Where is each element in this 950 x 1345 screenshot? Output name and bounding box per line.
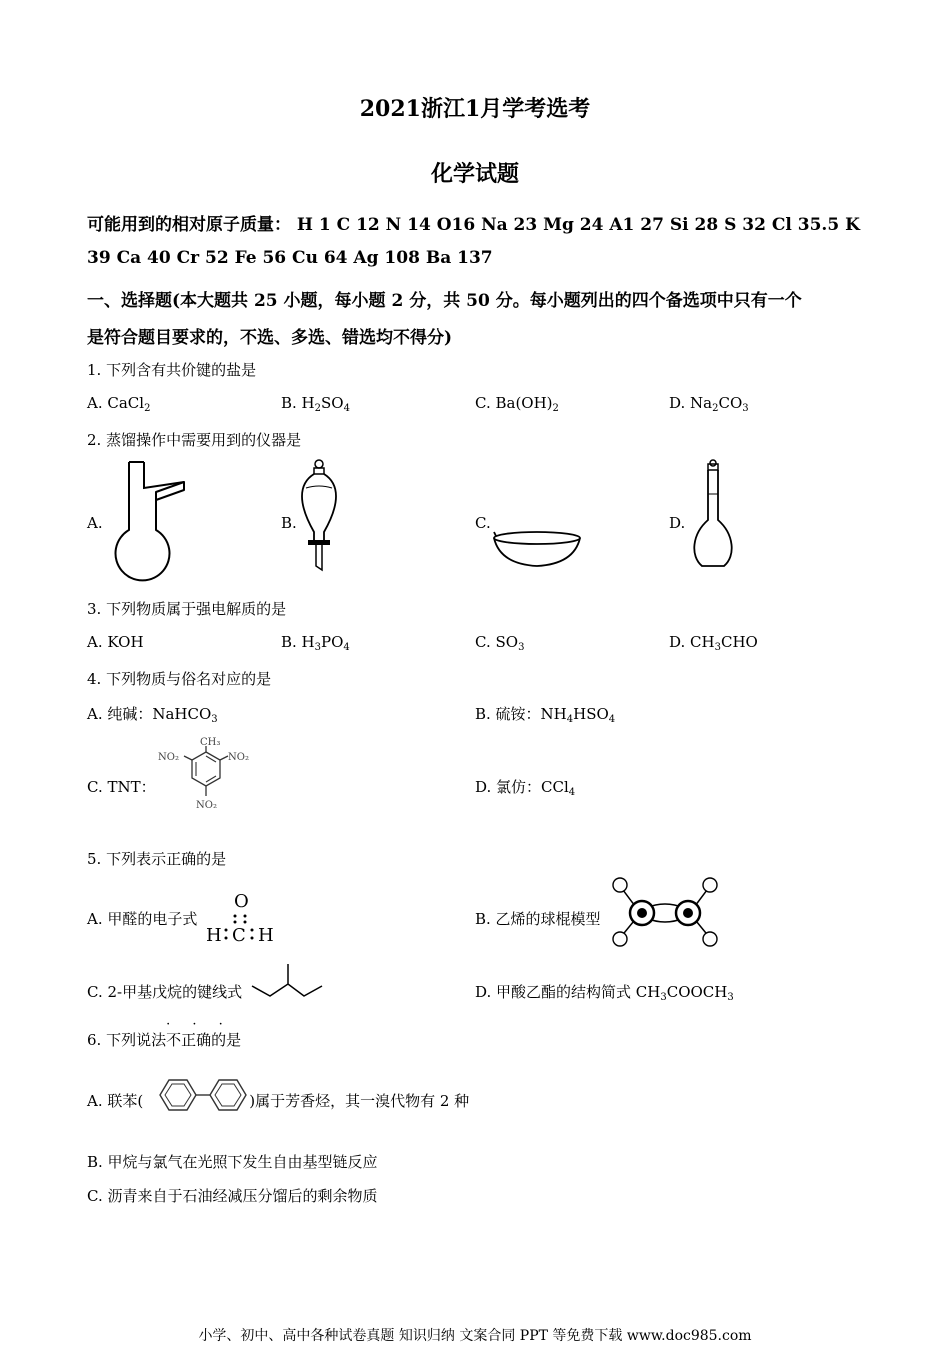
separatory-funnel-icon [294,458,344,570]
q5-option-a: A. 甲醛的电子式 [87,910,198,928]
q1-option-a: A. CaCl$_2$ [87,394,151,414]
q2-option-c: C. [475,514,491,532]
q6-option-b: B. 甲烷与氯气在光照下发生自由基型链反应 [87,1153,378,1171]
distillation-flask-icon [100,458,190,570]
tnt-ch3-label: CH₃ [200,737,221,748]
q6-emphasis: · · · 不正确 [166,1017,232,1049]
formula-h-left: H [206,925,222,946]
volumetric-flask-icon [688,460,738,572]
evaporating-dish-icon [492,526,582,570]
q4-option-a: A. 纯碱：NaHCO$_3$ [87,705,218,725]
q4-option-b: B. 硫铵：$NH_4HSO_4$ [475,705,616,725]
q2-stem: 2. 蒸馏操作中需要用到的仪器是 [87,431,302,449]
tnt-no2-bottom-label: NO₂ [196,800,217,811]
q3-option-b: B. $H_3PO_4$ [281,633,350,653]
q6-option-c: C. 沥青来自于石油经减压分馏后的剩余物质 [87,1187,378,1205]
tnt-structure-icon [156,736,260,820]
formula-o: O [234,891,249,912]
biphenyl-structure-icon [152,1072,254,1118]
q2-option-b: B. [281,514,297,532]
q3-option-d: D. $CH_3CHO$ [669,633,758,653]
footer-text: 小学、初中、高中各种试卷真题 知识归纳 文案合同 PPT 等免费下载 www.doc985.com [198,1328,752,1344]
q5-option-c: C. 2-甲基戊烷的键线式 [87,983,243,1001]
q3-option-c: C. $SO_3$ [475,633,525,653]
formula-c: C [232,925,246,946]
q1-option-c: C. $Ba(OH)_2$ [475,394,559,414]
section-header-line-2: 是符合题目要求的，不选、多选、错选均不得分) [87,328,453,348]
atomic-mass-line-1: 可能用到的相对原子质量： H 1 C 12 N 14 O16 Na 23 Mg 24 A1 27 Si 28 S 32 Cl 35.5 K [87,215,860,235]
q4-option-c: C. TNT： [87,778,156,796]
q3-option-a: A. KOH [87,633,144,651]
atomic-mass-line-2: 39 Ca 40 Cr 52 Fe 56 Cu 64 Ag 108 Ba 137 [87,248,493,268]
q5-option-d: D. 甲酸乙酯的结构简式 $CH_3COOCH_3$ [475,983,734,1003]
q1-option-d: D. $Na_2CO_3$ [669,394,749,414]
ethylene-ball-stick-model-icon [606,874,724,950]
q1-stem: 1. 下列含有共价键的盐是 [87,361,257,379]
2-methylpentane-skeletal-icon [252,960,324,1000]
q1-option-b: B. $H_2SO_4$ [281,394,350,414]
formula-h-right: H [258,925,274,946]
q4-stem: 4. 下列物质与俗名对应的是 [87,670,272,688]
page-subtitle: 化学试题 [430,161,519,187]
q2-option-d: D. [669,514,686,532]
q3-stem: 3. 下列物质属于强电解质的是 [87,600,287,618]
tnt-no2-right-label: NO₂ [228,752,249,763]
section-header-line-1: 一、选择题(本大题共 25 小题，每小题 2 分，共 50 分。每小题列出的四个备选项中只有一个 [87,291,802,311]
q4-option-d: D. 氯仿：CCl$_4$ [475,778,576,798]
q5-option-b: B. 乙烯的球棍模型 [475,910,601,928]
page-title: 2021浙江1月学考选考 [359,96,591,122]
q5-stem: 5. 下列表示正确的是 [87,850,227,868]
tnt-no2-left-label: NO₂ [158,752,179,763]
q2-option-a: A. [87,514,103,532]
q6-stem: 6. 下列说法 · · · 不正确的是 [87,1017,242,1049]
q6-option-a: A. 联苯( )属于芳香烃，其一溴代物有 2 种 [87,1092,470,1110]
formaldehyde-electron-formula-icon [204,890,284,946]
